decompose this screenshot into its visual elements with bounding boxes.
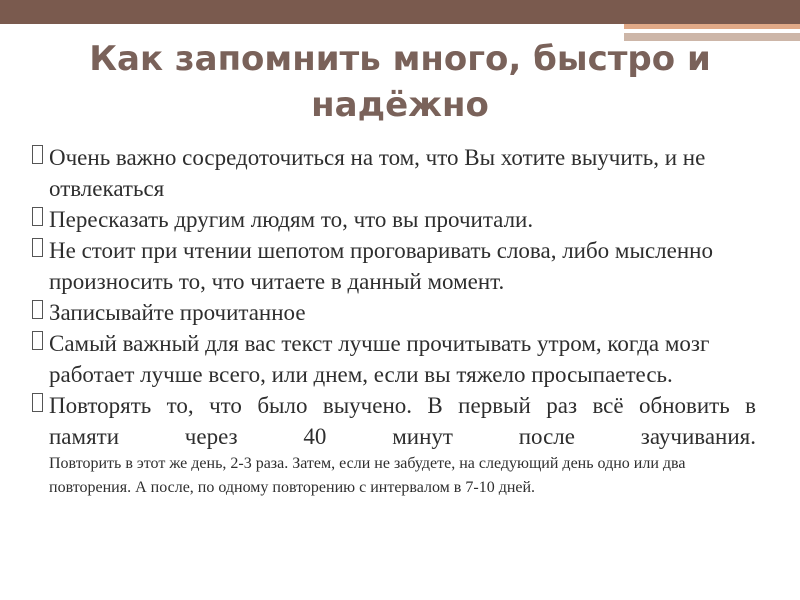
list-item [32,204,756,235]
list-item [32,390,756,500]
list-item [32,235,756,297]
square-bullet-icon [32,238,43,257]
list-item-text: Записывайте прочитанное [49,300,306,325]
list-item-text: Пересказать другим людям то, что вы прочитали. [49,207,534,232]
list-item-text: Самый важный для вас текст лучше прочитывать утром, когда мозг работает лучше всего, или днем, если вы тяжело просыпаетесь. [49,331,710,387]
list-item [32,328,756,390]
list-item-note: Повторить в этот же день, 2-3 раза. Затем, если не забудете, на следующий день одно или два повторения. А после, по одному повторению с интервалом в 7-10 дней. [49,455,686,496]
list-item-text: Очень важно сосредоточиться на том, что Вы хотите выучить, и не отвлекаться [49,145,706,201]
square-bullet-icon [32,331,43,350]
list-item-text: Повторять то, что было выучено. В первый раз всё обновить в памяти через 40 минут после заучивания. [49,393,756,449]
list-item [32,142,756,204]
square-bullet-icon [32,207,43,226]
bullet-list [32,142,756,500]
square-bullet-icon [32,300,43,319]
header-bar [0,0,800,24]
slide-title: Как запомнить много, быстро и надёжно [89,39,711,125]
list-item-text: Не стоит при чтении шепотом проговаривать слова, либо мысленно произносить то, что читаете в данный момент. [49,238,713,294]
square-bullet-icon [32,145,43,164]
square-bullet-icon [32,393,43,412]
list-item [32,297,756,328]
